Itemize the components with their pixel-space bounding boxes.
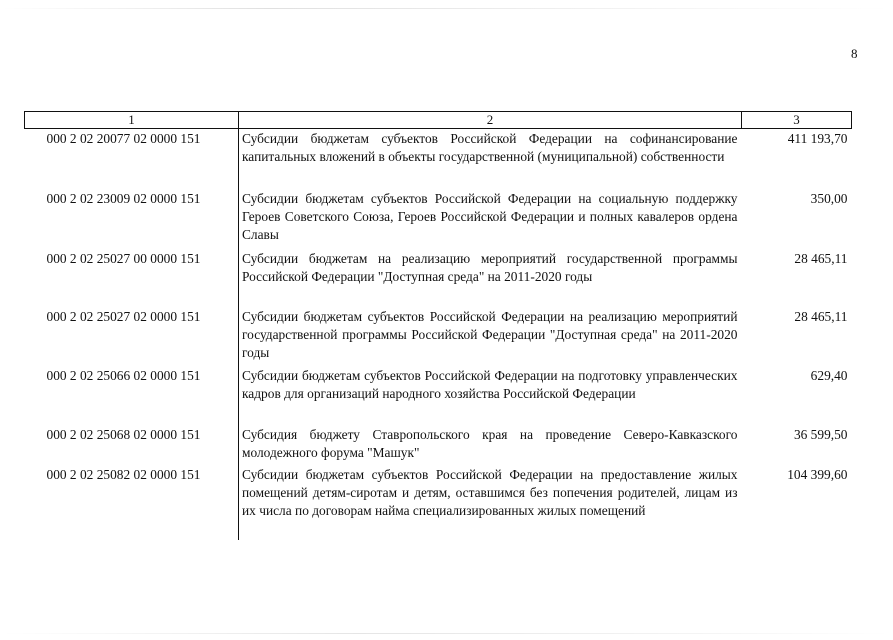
budget-code: 000 2 02 25027 00 0000 151 bbox=[46, 251, 201, 266]
budget-description: Субсидии бюджетам на реализацию мероприятий государственной программы Российской Федерации "Доступная среда" на 2011-2020 годы bbox=[239, 249, 742, 307]
budget-description: Субсидии бюджетам субъектов Российской Федерации на софинансирование капитальных вложений в объекты государственной (муниципальной) собственности bbox=[239, 129, 742, 190]
column-header-1: 1 bbox=[25, 112, 239, 129]
budget-amount: 411 193,70 bbox=[787, 131, 848, 146]
budget-amount: 629,40 bbox=[810, 368, 848, 383]
budget-table bbox=[24, 111, 852, 540]
budget-description: Субсидии бюджетам субъектов Российской Федерации на предоставление жилых помещений детям-сиротам и детям, оставшимся без попечения родителей, лицам из их числа по договорам найма специализированных жилых помещений bbox=[239, 465, 742, 540]
scan-edge-top bbox=[0, 8, 893, 9]
scan-edge-bottom bbox=[0, 633, 893, 634]
budget-code: 000 2 02 25068 02 0000 151 bbox=[46, 427, 201, 442]
column-header-2: 2 bbox=[239, 112, 742, 129]
table-row bbox=[25, 249, 852, 307]
table-body bbox=[25, 129, 852, 541]
column-header-3: 3 bbox=[742, 112, 852, 129]
budget-amount: 28 465,11 bbox=[794, 251, 848, 266]
budget-amount: 28 465,11 bbox=[794, 309, 848, 324]
budget-code: 000 2 02 25066 02 0000 151 bbox=[46, 368, 201, 383]
budget-description: Субсидии бюджетам субъектов Российской Федерации на реализацию мероприятий государственной программы Российской Федерации "Доступная среда" на 2011-2020 годы bbox=[239, 307, 742, 366]
budget-amount: 350,00 bbox=[810, 191, 848, 206]
budget-amount: 36 599,50 bbox=[793, 427, 848, 442]
table-row bbox=[25, 307, 852, 366]
budget-code: 000 2 02 25082 02 0000 151 bbox=[46, 467, 201, 482]
budget-description: Субсидии бюджетам субъектов Российской Федерации на социальную поддержку Героев Советского Союза, Героев Российской Федерации и полных кавалеров ордена Славы bbox=[239, 189, 742, 249]
table-row bbox=[25, 129, 852, 190]
table-row bbox=[25, 366, 852, 425]
table-row bbox=[25, 189, 852, 249]
budget-code: 000 2 02 23009 02 0000 151 bbox=[46, 191, 201, 206]
budget-amount: 104 399,60 bbox=[787, 467, 848, 482]
budget-description: Субсидия бюджету Ставропольского края на проведение Северо-Кавказского молодежного форума "Машук" bbox=[239, 425, 742, 465]
budget-code: 000 2 02 25027 02 0000 151 bbox=[46, 309, 201, 324]
budget-description: Субсидии бюджетам субъектов Российской Федерации на подготовку управленческих кадров для организаций народного хозяйства Российской Федерации bbox=[239, 366, 742, 425]
budget-code: 000 2 02 20077 02 0000 151 bbox=[46, 131, 201, 146]
table-row bbox=[25, 425, 852, 465]
table-header bbox=[25, 112, 852, 129]
page-number: 8 bbox=[851, 46, 858, 61]
table-row bbox=[25, 465, 852, 540]
